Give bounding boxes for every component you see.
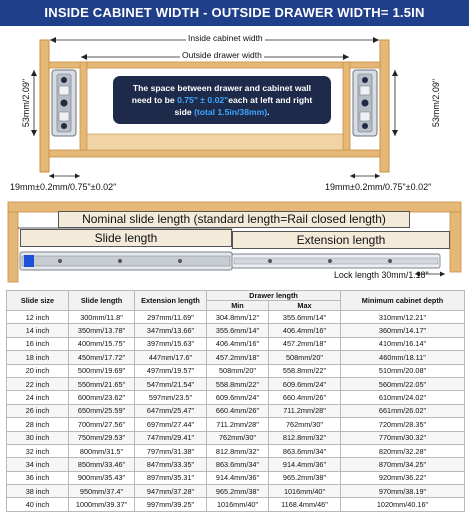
cell-extension-length: 297mm/11.69"	[135, 311, 207, 324]
cell-extension-length: 447mm/17.6"	[135, 351, 207, 364]
cell-slide-length: 350mm/13.78"	[69, 324, 135, 337]
cell-drawer-max: 1016mm/40"	[269, 485, 341, 498]
table-body	[7, 311, 465, 512]
left-cabinet-wall	[40, 40, 49, 172]
cell-min-cabinet-depth: 510mm/20.08"	[341, 364, 465, 377]
cell-slide-length: 700mm/27.56"	[69, 418, 135, 431]
cell-slide-length: 850mm/33.46"	[69, 458, 135, 471]
cabinet-diagram	[0, 26, 469, 196]
cell-min-cabinet-depth: 970mm/38.19"	[341, 485, 465, 498]
table-row	[7, 391, 465, 404]
table-row	[7, 324, 465, 337]
table-row	[7, 377, 465, 390]
cell-min-cabinet-depth: 610mm/24.02"	[341, 391, 465, 404]
cell-drawer-max: 762mm/30"	[269, 418, 341, 431]
cell-min-cabinet-depth: 770mm/30.32"	[341, 431, 465, 444]
cell-slide-size: 40 inch	[7, 498, 69, 511]
cell-min-cabinet-depth: 310mm/12.21"	[341, 311, 465, 324]
right-cabinet-wall	[380, 40, 389, 172]
cell-drawer-min: 457.2mm/18"	[207, 351, 269, 364]
cell-min-cabinet-depth: 661mm/26.02"	[341, 404, 465, 417]
rail-lock-tab	[24, 255, 34, 267]
cell-drawer-min: 508mm/20"	[207, 364, 269, 377]
right-gap-label: 19mm±0.2mm/0.75"±0.02"	[325, 182, 432, 192]
cell-drawer-max: 965.2mm/38"	[269, 471, 341, 484]
cell-drawer-max: 406.4mm/16"	[269, 324, 341, 337]
table-row	[7, 364, 465, 377]
title-banner: INSIDE CABINET WIDTH - OUTSIDE DRAWER WIDTH= 1.5IN	[0, 0, 469, 26]
drawer-right-side	[343, 62, 350, 156]
cell-drawer-min: 965.2mm/38"	[207, 485, 269, 498]
header-min-cabinet-depth: Minimum cabinet depth	[341, 291, 465, 311]
cell-extension-length: 647mm/25.47"	[135, 404, 207, 417]
header-min: Min	[207, 301, 269, 311]
callout-highlight-total: (total 1.5in/38mm)	[194, 107, 268, 117]
extension-length-label: Extension length	[232, 231, 450, 249]
cell-slide-size: 32 inch	[7, 444, 69, 457]
cell-extension-length: 947mm/37.28"	[135, 485, 207, 498]
cell-drawer-min: 660.4mm/26"	[207, 404, 269, 417]
right-height-label: 53mm/2.09"	[431, 78, 441, 128]
table-row	[7, 351, 465, 364]
table-row	[7, 418, 465, 431]
cell-extension-length: 547mm/21.54"	[135, 377, 207, 390]
left-slide-mechanism	[52, 70, 76, 136]
outside-drawer-width-label: Outside drawer width	[182, 50, 262, 60]
nominal-slide-length-label: Nominal slide length (standard length=Rail closed length)	[58, 211, 410, 228]
cell-drawer-min: 812.8mm/32"	[207, 444, 269, 457]
callout-line-1: The space between drawer and cabinet wall	[132, 83, 312, 93]
cell-slide-length: 550mm/21.65"	[69, 377, 135, 390]
cell-drawer-min: 1016mm/40"	[207, 498, 269, 511]
callout-line-3	[119, 106, 325, 118]
cell-slide-length: 900mm/35.43"	[69, 471, 135, 484]
right-slide-mechanism	[353, 70, 377, 136]
drawer-panel	[87, 134, 343, 150]
header-drawer-length: Drawer length	[207, 291, 341, 301]
table-row	[7, 337, 465, 350]
cell-slide-length: 600mm/23.62"	[69, 391, 135, 404]
cabinet-back-board	[8, 212, 18, 282]
cell-drawer-min: 762mm/30"	[207, 431, 269, 444]
cell-slide-size: 30 inch	[7, 431, 69, 444]
inside-cabinet-width-label: Inside cabinet width	[188, 33, 263, 43]
cell-extension-length: 697mm/27.44"	[135, 418, 207, 431]
left-gap-label: 19mm±0.2mm/0.75"±0.02"	[10, 182, 117, 192]
cell-drawer-min: 304.8mm/12"	[207, 311, 269, 324]
spec-table	[6, 290, 465, 512]
callout-text: each at left and right	[228, 95, 313, 105]
callout-highlight-tolerance: 0.75" ± 0.02"	[177, 95, 229, 105]
cell-slide-length: 450mm/17.72"	[69, 351, 135, 364]
cell-slide-size: 36 inch	[7, 471, 69, 484]
cell-slide-length: 800mm/31.5"	[69, 444, 135, 457]
cell-drawer-min: 609.6mm/24"	[207, 391, 269, 404]
cell-drawer-max: 914.4mm/36"	[269, 458, 341, 471]
cell-slide-size: 24 inch	[7, 391, 69, 404]
cell-slide-size: 28 inch	[7, 418, 69, 431]
table-row	[7, 431, 465, 444]
cell-slide-length: 750mm/29.53"	[69, 431, 135, 444]
cell-slide-length: 500mm/19.69"	[69, 364, 135, 377]
cell-drawer-min: 558.8mm/22"	[207, 377, 269, 390]
cell-extension-length: 847mm/33.35"	[135, 458, 207, 471]
callout-line-2	[119, 94, 325, 106]
cell-slide-size: 16 inch	[7, 337, 69, 350]
cell-extension-length: 597mm/23.5"	[135, 391, 207, 404]
cell-extension-length: 897mm/35.31"	[135, 471, 207, 484]
cell-slide-size: 20 inch	[7, 364, 69, 377]
table-row	[7, 311, 465, 324]
cell-drawer-max: 609.6mm/24"	[269, 377, 341, 390]
cell-extension-length: 347mm/13.66"	[135, 324, 207, 337]
header-slide-length: Slide length	[69, 291, 135, 311]
cell-extension-length: 397mm/15.63"	[135, 337, 207, 350]
cell-drawer-max: 558.8mm/22"	[269, 364, 341, 377]
spacing-callout	[113, 76, 331, 124]
cell-drawer-max: 508mm/20"	[269, 351, 341, 364]
slide-length-diagram	[0, 200, 469, 288]
cell-drawer-min: 711.2mm/28"	[207, 418, 269, 431]
cell-extension-length: 997mm/39.25"	[135, 498, 207, 511]
spec-table-wrapper	[6, 290, 464, 512]
drawer-top-edge	[49, 62, 380, 68]
table-row	[7, 444, 465, 457]
table-row	[7, 471, 465, 484]
cell-extension-length: 797mm/31.38"	[135, 444, 207, 457]
lock-length-label: Lock length 30mm/1.18"	[334, 270, 429, 280]
cell-slide-size: 12 inch	[7, 311, 69, 324]
cell-drawer-min: 406.4mm/16"	[207, 337, 269, 350]
cell-extension-length: 747mm/29.41"	[135, 431, 207, 444]
header-slide-size: Slide size	[7, 291, 69, 311]
cell-min-cabinet-depth: 920mm/36.22"	[341, 471, 465, 484]
cell-min-cabinet-depth: 560mm/22.05"	[341, 377, 465, 390]
cell-slide-size: 38 inch	[7, 485, 69, 498]
cell-drawer-min: 914.4mm/36"	[207, 471, 269, 484]
drawer-front-board	[450, 212, 461, 272]
cell-drawer-max: 457.2mm/18"	[269, 337, 341, 350]
cell-slide-length: 300mm/11.8"	[69, 311, 135, 324]
cell-drawer-max: 1168.4mm/46"	[269, 498, 341, 511]
table-row	[7, 498, 465, 511]
cell-slide-size: 34 inch	[7, 458, 69, 471]
cell-min-cabinet-depth: 1020mm/40.16"	[341, 498, 465, 511]
cell-drawer-max: 711.2mm/28"	[269, 404, 341, 417]
cell-min-cabinet-depth: 820mm/32.28"	[341, 444, 465, 457]
slide-length-label: Slide length	[20, 229, 232, 247]
cell-min-cabinet-depth: 870mm/34.25"	[341, 458, 465, 471]
cell-drawer-max: 812.8mm/32"	[269, 431, 341, 444]
left-height-label: 53mm/2.09"	[21, 78, 31, 128]
cell-slide-length: 950mm/37.4"	[69, 485, 135, 498]
cell-slide-length: 1000mm/39.37"	[69, 498, 135, 511]
cell-min-cabinet-depth: 410mm/16.14"	[341, 337, 465, 350]
callout-text: .	[267, 107, 270, 117]
callout-text: side	[174, 107, 195, 117]
cell-slide-length: 650mm/25.59"	[69, 404, 135, 417]
cell-min-cabinet-depth: 360mm/14.17"	[341, 324, 465, 337]
table-row	[7, 485, 465, 498]
cell-slide-size: 26 inch	[7, 404, 69, 417]
cell-slide-size: 14 inch	[7, 324, 69, 337]
header-extension-length: Extension length	[135, 291, 207, 311]
cell-drawer-max: 863.6mm/34"	[269, 444, 341, 457]
cell-slide-size: 18 inch	[7, 351, 69, 364]
table-row	[7, 404, 465, 417]
cell-drawer-max: 355.6mm/14"	[269, 311, 341, 324]
cell-min-cabinet-depth: 460mm/18.11"	[341, 351, 465, 364]
cell-drawer-min: 863.6mm/34"	[207, 458, 269, 471]
drawer-left-side	[80, 62, 87, 156]
cell-slide-length: 400mm/15.75"	[69, 337, 135, 350]
cell-drawer-min: 355.6mm/14"	[207, 324, 269, 337]
table-header-row	[7, 291, 465, 301]
cell-drawer-max: 660.4mm/26"	[269, 391, 341, 404]
callout-text: need to be	[131, 95, 178, 105]
drawer-bottom	[49, 150, 380, 157]
header-max: Max	[269, 301, 341, 311]
cell-extension-length: 497mm/19.57"	[135, 364, 207, 377]
cell-slide-size: 22 inch	[7, 377, 69, 390]
cell-min-cabinet-depth: 720mm/28.35"	[341, 418, 465, 431]
table-row	[7, 458, 465, 471]
